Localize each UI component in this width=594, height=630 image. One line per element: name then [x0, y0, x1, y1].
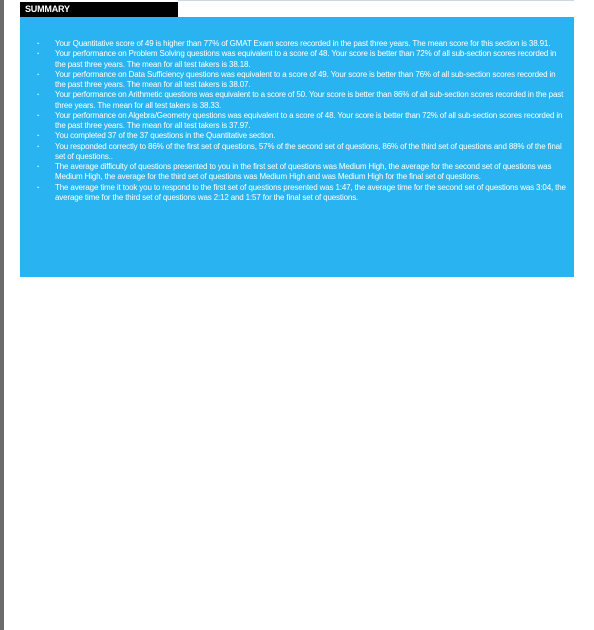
summary-item-completed-questions: · You completed 37 of the 37 questions in the Quantitative section.	[36, 131, 568, 141]
left-edge-divider	[0, 0, 4, 630]
summary-item-arithmetic: · Your performance on Arithmetic questions was equivalent to a score of 50. Your score is better than 86% of all sub-section scores recorded in the past three years. The mean for all test takers is 38.33.	[36, 90, 568, 111]
summary-item-correct-responses: · You responded correctly to 86% of the first set of questions, 57% of the second set of questions, 86% of the third set of questions and 88% of the final set of questions..	[36, 142, 568, 163]
summary-item-quantitative-score: · Your Quantitative score of 49 is higher than 77% of GMAT Exam scores recorded in the past three years. The mean score for this section is 38.91.	[36, 39, 568, 49]
summary-item-algebra-geometry: · Your performance on Algebra/Geometry questions was equivalent to a score of 48. Your score is better than 72% of all sub-section scores recorded in the past three years. The mean for all test takers is 37.97.	[36, 111, 568, 132]
summary-item-data-sufficiency: · Your performance on Data Sufficiency questions was equivalent to a score of 49. Your score is better than 76% of all sub-section scores recorded in the past three years. The mean for all test takers is 38.07.	[36, 70, 568, 91]
summary-item-average-time: · The average time it took you to respond to the first set of questions presented was 1:47, the average time for the second set of questions was 3:04, the average time for the third set of questions was 2:12 and 1:57 for the final set of questions.	[36, 183, 568, 204]
summary-panel	[20, 17, 574, 277]
summary-title: SUMMARY	[25, 4, 70, 14]
top-divider	[178, 0, 574, 1]
summary-list	[36, 39, 568, 203]
summary-item-average-difficulty: · The average difficulty of questions presented to you in the first set of questions was Medium High, the average for the second set of questions was Medium High, the average for the third set of questions was Medium High and was Medium High for the final set of questions.	[36, 162, 568, 183]
summary-item-problem-solving: · Your performance on Problem Solving questions was equivalent to a score of 48. Your score is better than 72% of all sub-section scores recorded in the past three years. The mean for all test takers is 38.18.	[36, 49, 568, 70]
summary-header	[20, 2, 178, 17]
